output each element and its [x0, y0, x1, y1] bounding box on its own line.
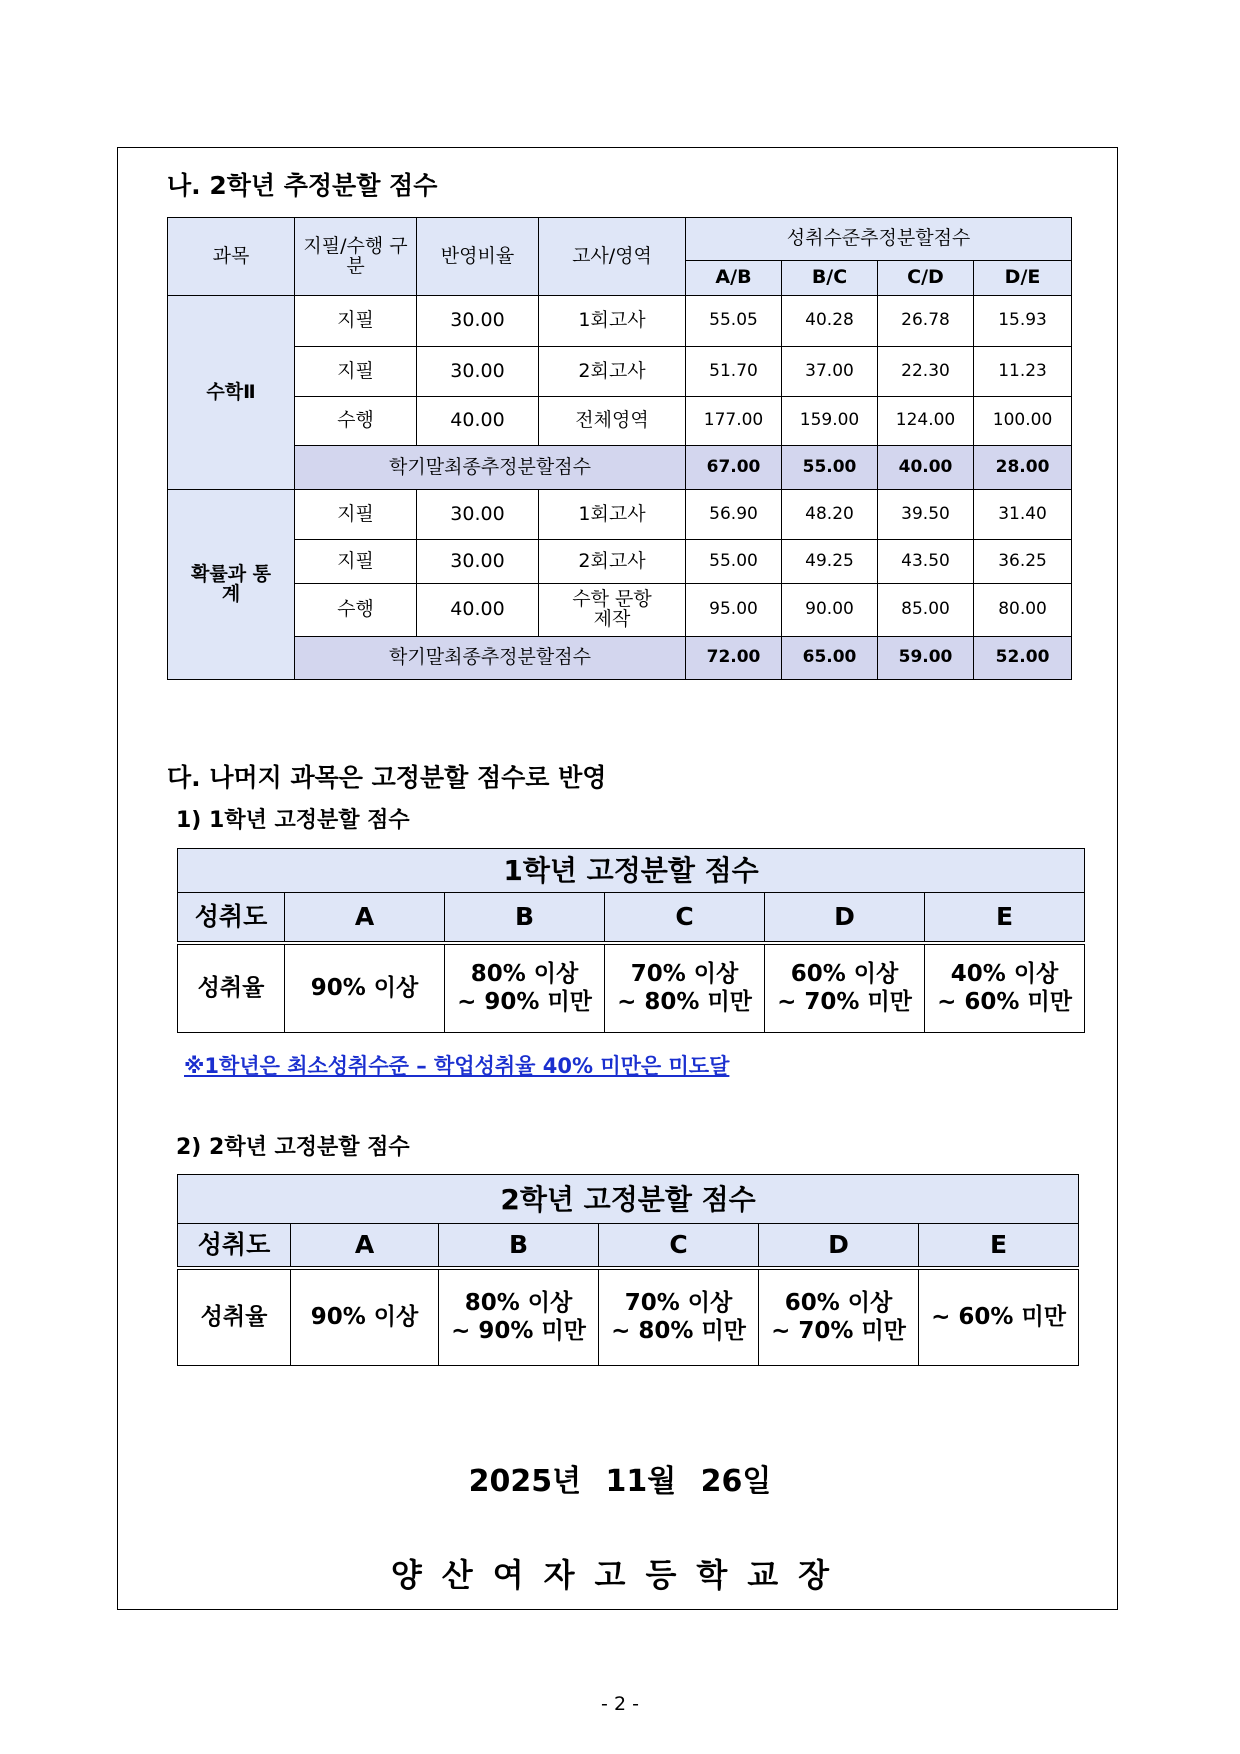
final-value: 40.00 [878, 446, 974, 490]
rate-line2: ~ 80% 미만 [617, 989, 752, 1016]
header-exam: 고사/영역 [539, 218, 686, 296]
level-cell: B [445, 893, 605, 943]
value-cell: 177.00 [686, 397, 782, 446]
level-cell: D [765, 893, 925, 943]
rate-line2: ~ 70% 미만 [771, 1318, 906, 1345]
ratio-cell: 40.00 [417, 397, 539, 446]
value-cell: 11.23 [974, 347, 1072, 397]
section-b-heading: 나. 2학년 추정분할 점수 [167, 171, 438, 200]
final-value: 28.00 [974, 446, 1072, 490]
header-group: 성취수준추정분할점수 [686, 218, 1072, 261]
value-cell: 22.30 [878, 347, 974, 397]
grade2-fixed-score-table [177, 1174, 1079, 1366]
rate-line1: 90% 이상 [310, 1303, 419, 1330]
table-row [168, 584, 1072, 637]
rate-line1: 40% 이상 [950, 960, 1059, 987]
level-cell: D [759, 1224, 919, 1268]
final-label: 학기말최종추정분할점수 [295, 446, 686, 490]
type-cell: 지필 [295, 296, 417, 347]
section-c-heading: 다. 나머지 과목은 고정분할 점수로 반영 [167, 763, 607, 792]
estimated-cut-score-table [167, 217, 1072, 680]
header-level-cd: C/D [878, 261, 974, 296]
level-cell: B [439, 1224, 599, 1268]
final-value: 59.00 [878, 637, 974, 680]
value-cell: 36.25 [974, 540, 1072, 584]
rate-cell [925, 943, 1085, 1033]
rate-line1: 70% 이상 [624, 1289, 733, 1316]
value-cell: 31.40 [974, 490, 1072, 540]
grade1-subheading: 1) 1학년 고정분할 점수 [176, 808, 410, 833]
rate-line1: 80% 이상 [464, 1289, 573, 1316]
document-date: 2025년 11월 26일 [468, 1464, 772, 1499]
header-level-bc: B/C [782, 261, 878, 296]
table-row [168, 540, 1072, 584]
rate-cell [759, 1268, 919, 1366]
final-label: 학기말최종추정분할점수 [295, 637, 686, 680]
table-row [168, 347, 1072, 397]
value-cell: 48.20 [782, 490, 878, 540]
type-cell: 수행 [295, 397, 417, 446]
rate-line1: 90% 이상 [310, 974, 419, 1001]
grade2-subheading: 2) 2학년 고정분할 점수 [176, 1135, 410, 1160]
rate-label: 성취율 [178, 1268, 291, 1366]
rate-line1: ~ 60% 미만 [931, 1303, 1066, 1330]
table-row [168, 296, 1072, 347]
value-cell: 90.00 [782, 584, 878, 637]
subject-name: 확률과 통계 [168, 490, 295, 680]
exam-cell: 전체영역 [539, 397, 686, 446]
ratio-cell: 30.00 [417, 540, 539, 584]
level-cell: A [291, 1224, 439, 1268]
type-cell: 수행 [295, 584, 417, 637]
rate-cell [445, 943, 605, 1033]
page-number: - 2 - [601, 1693, 639, 1715]
rate-cell [285, 943, 445, 1033]
rate-line1: 80% 이상 [470, 960, 579, 987]
rate-line2: ~ 90% 미만 [457, 989, 592, 1016]
rate-line1: 60% 이상 [784, 1289, 893, 1316]
value-cell: 124.00 [878, 397, 974, 446]
rate-cell [599, 1268, 759, 1366]
rate-line1: 60% 이상 [790, 960, 899, 987]
type-cell: 지필 [295, 347, 417, 397]
ratio-cell: 40.00 [417, 584, 539, 637]
type-cell: 지필 [295, 540, 417, 584]
final-value: 72.00 [686, 637, 782, 680]
rate-line2: ~ 80% 미만 [611, 1318, 746, 1345]
exam-cell: 1회고사 [539, 490, 686, 540]
value-cell: 56.90 [686, 490, 782, 540]
header-level-de: D/E [974, 261, 1072, 296]
value-cell: 159.00 [782, 397, 878, 446]
level-cell: A [285, 893, 445, 943]
table-title: 2학년 고정분할 점수 [178, 1175, 1079, 1224]
value-cell: 37.00 [782, 347, 878, 397]
value-cell: 51.70 [686, 347, 782, 397]
level-cell: E [925, 893, 1085, 943]
principal-signature: 양산여자고등학교장 [390, 1556, 850, 1594]
ratio-cell: 30.00 [417, 347, 539, 397]
value-cell: 43.50 [878, 540, 974, 584]
value-cell: 15.93 [974, 296, 1072, 347]
final-value: 67.00 [686, 446, 782, 490]
value-cell: 55.05 [686, 296, 782, 347]
exam-cell: 수학 문항 제작 [539, 584, 686, 637]
value-cell: 39.50 [878, 490, 974, 540]
level-cell: C [605, 893, 765, 943]
table-title: 1학년 고정분할 점수 [178, 849, 1085, 893]
header-ratio: 반영비율 [417, 218, 539, 296]
value-cell: 100.00 [974, 397, 1072, 446]
exam-cell: 1회고사 [539, 296, 686, 347]
subject-name: 수학Ⅱ [168, 296, 295, 490]
ratio-cell: 30.00 [417, 490, 539, 540]
value-cell: 85.00 [878, 584, 974, 637]
level-cell: C [599, 1224, 759, 1268]
table-row [168, 490, 1072, 540]
exam-cell: 2회고사 [539, 347, 686, 397]
rate-line2: ~ 70% 미만 [777, 989, 912, 1016]
value-cell: 26.78 [878, 296, 974, 347]
type-cell: 지필 [295, 490, 417, 540]
header-subject: 과목 [168, 218, 295, 296]
grade1-note: ※1학년은 최소성취수준 – 학업성취율 40% 미만은 미도달 [184, 1054, 730, 1078]
achievement-label: 성취도 [178, 1224, 291, 1268]
rate-cell [605, 943, 765, 1033]
exam-cell: 2회고사 [539, 540, 686, 584]
value-cell: 80.00 [974, 584, 1072, 637]
rate-cell [919, 1268, 1079, 1366]
value-cell: 40.28 [782, 296, 878, 347]
rate-cell [439, 1268, 599, 1366]
grade1-fixed-score-table [177, 848, 1085, 1033]
final-value: 65.00 [782, 637, 878, 680]
rate-line2: ~ 60% 미만 [937, 989, 1072, 1016]
final-value: 52.00 [974, 637, 1072, 680]
level-cell: E [919, 1224, 1079, 1268]
value-cell: 55.00 [686, 540, 782, 584]
header-type: 지필/수행 구분 [295, 218, 417, 296]
rate-line2: ~ 90% 미만 [451, 1318, 586, 1345]
final-row [168, 637, 1072, 680]
rate-line1: 70% 이상 [630, 960, 739, 987]
header-level-ab: A/B [686, 261, 782, 296]
final-row [168, 446, 1072, 490]
final-value: 55.00 [782, 446, 878, 490]
value-cell: 49.25 [782, 540, 878, 584]
achievement-label: 성취도 [178, 893, 285, 943]
rate-cell [765, 943, 925, 1033]
rate-label: 성취율 [178, 943, 285, 1033]
rate-cell [291, 1268, 439, 1366]
ratio-cell: 30.00 [417, 296, 539, 347]
value-cell: 95.00 [686, 584, 782, 637]
table-row [168, 397, 1072, 446]
